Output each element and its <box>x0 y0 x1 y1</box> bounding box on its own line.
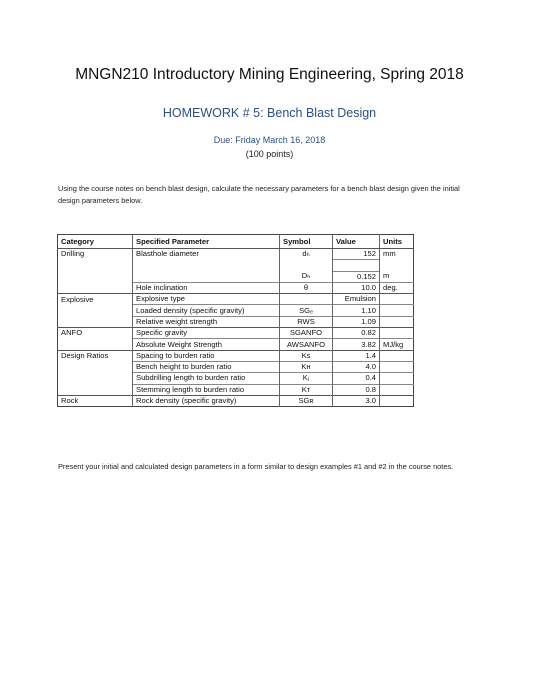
cell-symbol: Kⱼ <box>280 373 333 384</box>
cell-value: 10.0 <box>333 282 380 293</box>
header-symbol: Symbol <box>280 235 333 249</box>
table-row <box>58 294 414 305</box>
cell-parameter <box>133 271 280 282</box>
table-header-row <box>58 235 414 249</box>
cell-units: MJ/kg <box>380 339 414 350</box>
cell-parameter: Relative weight strength <box>133 316 280 327</box>
table-row <box>58 282 414 293</box>
cell-category <box>58 271 133 282</box>
table-row <box>58 350 414 361</box>
cell-value: 0.8 <box>333 384 380 395</box>
cell-category <box>58 260 133 271</box>
table-row <box>58 373 414 384</box>
cell-symbol: dₕ <box>280 249 333 260</box>
cell-value <box>333 260 380 271</box>
design-parameters-table <box>57 234 414 407</box>
cell-parameter <box>133 260 280 271</box>
cell-units: deg. <box>380 282 414 293</box>
header-units: Units <box>380 235 414 249</box>
cell-symbol: AWSANFO <box>280 339 333 350</box>
table-row <box>58 328 414 339</box>
due-date: Due: Friday March 16, 2018 <box>213 135 326 145</box>
cell-units <box>380 395 414 406</box>
cell-symbol: RWS <box>280 316 333 327</box>
cell-symbol: SGANFO <box>280 328 333 339</box>
table-row <box>58 260 414 271</box>
header-parameter: Specified Parameter <box>133 235 280 249</box>
cell-category <box>58 339 133 350</box>
cell-symbol <box>280 260 333 271</box>
cell-units <box>380 384 414 395</box>
cell-units <box>380 361 414 372</box>
table-row <box>58 339 414 350</box>
cell-category: Design Ratios <box>58 350 133 361</box>
cell-category <box>58 282 133 293</box>
cell-symbol: Kн <box>280 361 333 372</box>
cell-parameter: Absolute Weight Strength <box>133 339 280 350</box>
cell-category: ANFO <box>58 328 133 339</box>
cell-value: 152 <box>333 249 380 260</box>
cell-value: 1.10 <box>333 305 380 316</box>
cell-parameter: Hole inclination <box>133 282 280 293</box>
cell-units <box>380 373 414 384</box>
cell-units: m <box>383 271 390 281</box>
cell-parameter: Explosive type <box>133 294 280 305</box>
cell-value: 0.152 <box>333 271 380 282</box>
points: (100 points) <box>245 149 294 159</box>
cell-symbol: Dₕ <box>280 271 333 282</box>
table-row <box>58 395 414 406</box>
cell-units: mm <box>383 249 396 259</box>
cell-category <box>58 384 133 395</box>
cell-value: 4.0 <box>333 361 380 372</box>
table-row <box>58 271 414 282</box>
cell-category <box>58 316 133 327</box>
cell-symbol: SGₑ <box>280 305 333 316</box>
cell-value: 1.4 <box>333 350 380 361</box>
homework-title: HOMEWORK # 5: Bench Blast Design <box>162 106 377 120</box>
cell-parameter: Rock density (specific gravity) <box>133 395 280 406</box>
cell-parameter: Stemming length to burden ratio <box>133 384 280 395</box>
cell-value: 0.4 <box>333 373 380 384</box>
cell-parameter: Loaded density (specific gravity) <box>133 305 280 316</box>
cell-symbol: Kт <box>280 384 333 395</box>
header-category: Category <box>58 235 133 249</box>
cell-parameter: Bench height to burden ratio <box>133 361 280 372</box>
header-value: Value <box>333 235 380 249</box>
cell-symbol: Ks <box>280 350 333 361</box>
table-row <box>58 305 414 316</box>
cell-category: Rock <box>58 395 133 406</box>
cell-units <box>380 350 414 361</box>
cell-category: Drilling <box>58 249 133 260</box>
cell-category <box>58 305 133 316</box>
cell-value: 3.0 <box>333 395 380 406</box>
cell-category <box>58 361 133 372</box>
cell-value: Emulsion <box>333 294 380 305</box>
cell-value: 0.82 <box>333 328 380 339</box>
cell-symbol: SGʀ <box>280 395 333 406</box>
cell-symbol <box>280 294 333 305</box>
cell-units <box>380 328 414 339</box>
cell-value: 1.09 <box>333 316 380 327</box>
cell-parameter: Blasthole diameter <box>133 249 280 260</box>
table-row <box>58 316 414 327</box>
intro-paragraph: Using the course notes on bench blast design, calculate the necessary parameters for a bench blast design given the initial design parameters below. <box>58 184 460 205</box>
course-title: MNGN210 Introductory Mining Engineering, Spring 2018 <box>75 66 464 83</box>
cell-category: Explosive <box>58 294 133 305</box>
table-row <box>58 384 414 395</box>
cell-parameter: Specific gravity <box>133 328 280 339</box>
cell-parameter: Spacing to burden ratio <box>133 350 280 361</box>
cell-category <box>58 373 133 384</box>
table-row <box>58 249 414 260</box>
cell-units <box>380 294 414 305</box>
cell-units <box>380 260 414 271</box>
cell-symbol: θ <box>280 282 333 293</box>
outro-paragraph: Present your initial and calculated design parameters in a form similar to design examples #1 and #2 in the course notes. <box>58 462 454 471</box>
cell-units <box>380 305 414 316</box>
cell-parameter: Subdrilling length to burden ratio <box>133 373 280 384</box>
cell-value: 3.82 <box>333 339 380 350</box>
table-row <box>58 361 414 372</box>
cell-units <box>380 316 414 327</box>
